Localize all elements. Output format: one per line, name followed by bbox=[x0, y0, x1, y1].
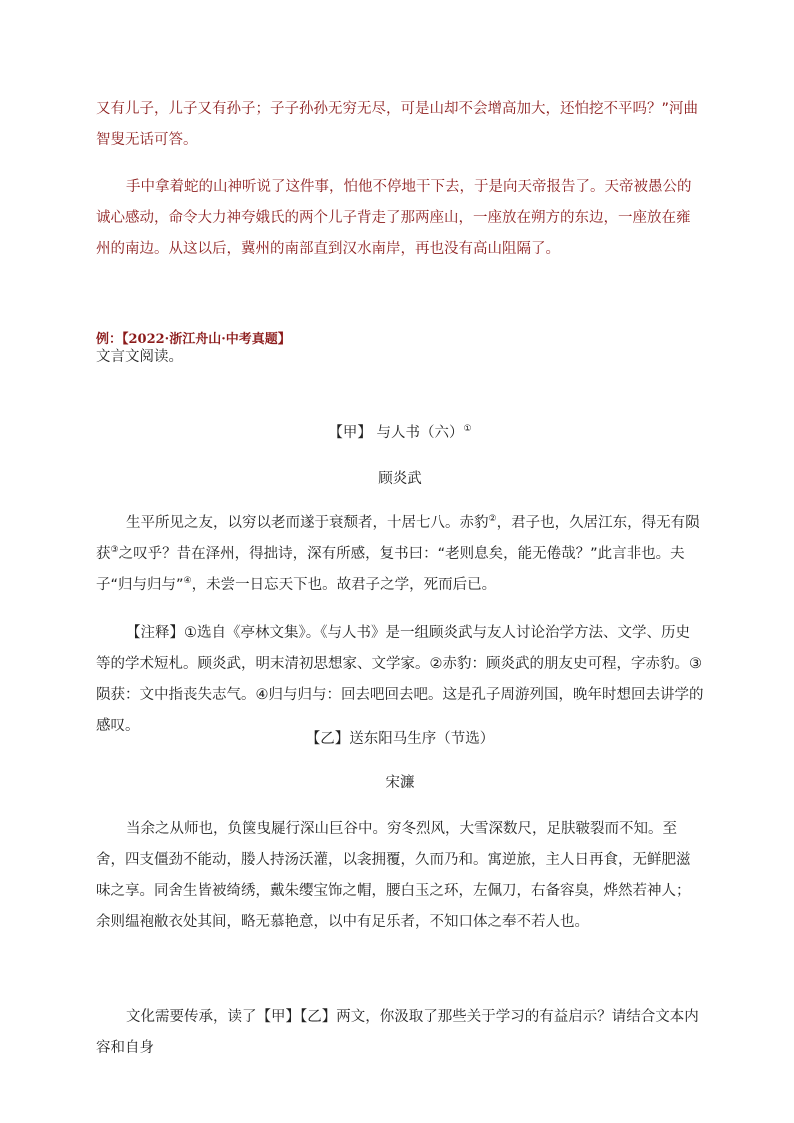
yi-title: 【乙】送东阳马生序（节选） bbox=[305, 731, 495, 747]
jia-author: 顾炎武 bbox=[378, 471, 422, 487]
example-label: 例：【2022·浙江舟山·中考真题】 bbox=[96, 332, 291, 347]
instruction-text: 文言文阅读。 bbox=[96, 349, 183, 365]
footnote-mark-3: ③ bbox=[110, 545, 119, 556]
story-paragraph-2: 手中拿着蛇的山神听说了这件事，怕他不停地干下去，于是向天帝报告了。天帝被愚公的诚心感动，命令大力神夸娥氏的两个儿子背走了那两座山，一座放在朔方的东边，一座放在雍州的南边。从这以后，冀州的南部直到汉水南岸，再也没有高山阻隔了。 bbox=[96, 179, 692, 257]
jia-body-part-4: ，未尝一日忘天下也。故君子之学，死而后已。 bbox=[191, 577, 497, 593]
yi-body: 当余之从师也，负箧曳屣行深山巨谷中。穷冬烈风，大雪深数尺，足肤皲裂而不知。至舍，四支僵劲不能动，媵人持汤沃灌，以衾拥覆，久而乃和。寓逆旅，主人日再食，无鲜肥滋味之享。同舍生皆被绮绣，戴朱缨宝饰之帽，腰白玉之环，左佩刀，右备容臭，烨然若神人；余则缊袍敝衣处其间，略无慕艳意，以中有足乐者，不知口体之奉不若人也。 bbox=[96, 821, 691, 930]
jia-body-part-3: 之叹乎？昔在泽州，得拙诗，深有所感，复书曰：“老则息矣，能无倦哉？”此言非也。夫子“归与归与” bbox=[96, 546, 685, 593]
yi-author: 宋濂 bbox=[385, 775, 415, 791]
story-paragraph-1: 又有儿子，儿子又有孙子；子子孙孙无穷无尽，可是山却不会增高加大，还怕挖不平吗？”河曲智叟无话可答。 bbox=[96, 101, 699, 148]
jia-title bbox=[96, 418, 704, 449]
jia-title-text: 【甲】 与人书（六） bbox=[328, 425, 464, 441]
footnote-mark-2: ② bbox=[488, 514, 497, 525]
footnote-mark-4: ④ bbox=[183, 576, 192, 587]
jia-body-part-2: ，君子也，久居江东，得无有陨获 bbox=[96, 515, 700, 562]
jia-title-footnote-mark: ① bbox=[463, 424, 472, 435]
question-text: 文化需要传承，读了【甲】【乙】两文，你汲取了那些关于学习的有益启示？请结合文本内容和自身 bbox=[96, 1009, 699, 1056]
jia-notes: 【注释】①选自《亭林文集》。《与人书》是一组顾炎武与友人讨论治学方法、文学、历史等的学术短札。顾炎武，明末清初思想家、文学家。②赤豹：顾炎武的朋友史可程，字赤豹。③陨获：文中指丧失志气。④归与归与：回去吧回去吧。这是孔子周游列国，晚年时想回去讲学的感叹。 bbox=[96, 625, 704, 734]
jia-body bbox=[96, 508, 704, 601]
jia-body-part-1: 生平所见之友，以穷以老而遂于衰颓者，十居七八。赤豹 bbox=[126, 515, 489, 531]
